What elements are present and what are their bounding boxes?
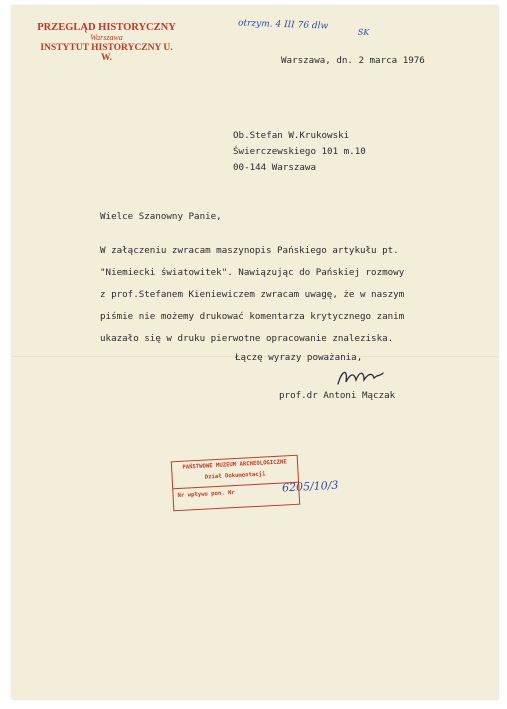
- recipient-street: Świerczewskiego 101 m.10: [233, 146, 366, 157]
- body-line: W załączeniu zwracam maszynopis Pańskiego artykułu pt.: [100, 245, 399, 256]
- stamp-entry-label: Nr wpływu pon. Nr: [177, 490, 235, 500]
- stamp-institution: PAŃSTWOWE MUZEUM ARCHEOLOGICZNE: [182, 459, 287, 471]
- letterhead-city: Warszawa: [90, 33, 123, 42]
- body-line: piśmie nie możemy drukować komentarza krytycznego zanim: [100, 311, 405, 322]
- date-line: Warszawa, dn. 2 marca 1976: [281, 55, 425, 66]
- body-line: z prof.Stefanem Kieniewiczem zwracam uwagę, że w naszym: [100, 289, 405, 300]
- letterhead-institute: INSTYTUT HISTORYCZNY U. W.: [40, 43, 173, 63]
- closing-line: Łączę wyrazy poważania,: [235, 352, 363, 363]
- body-line: ukazało się w druku pierwotne opracowanie znaleziska.: [100, 333, 394, 344]
- recipient-name: Ob.Stefan W.Krukowski: [233, 130, 350, 141]
- stamp-entry-number: 6205/10/3: [281, 478, 339, 495]
- annotation-text: otrzym. 4 III 76 dlw: [237, 18, 329, 32]
- handwritten-annotation: [237, 18, 388, 37]
- letter-page: [12, 6, 498, 699]
- annotation-initials: SK: [357, 27, 370, 37]
- body-line: "Niemiecki światowitek". Nawiązując do Pańskiej rozmowy: [100, 267, 405, 278]
- handwritten-signature: [334, 364, 386, 392]
- letterhead: [34, 23, 179, 63]
- stamp-department: Dział Dokumentacji: [204, 471, 266, 481]
- salutation: Wielce Szanowny Panie,: [100, 211, 222, 222]
- letterhead-title: PRZEGLĄD HISTORYCZNY: [37, 22, 176, 33]
- signer-name: prof.dr Antoni Mączak: [279, 390, 396, 401]
- recipient-city: 00-144 Warszawa: [233, 162, 316, 173]
